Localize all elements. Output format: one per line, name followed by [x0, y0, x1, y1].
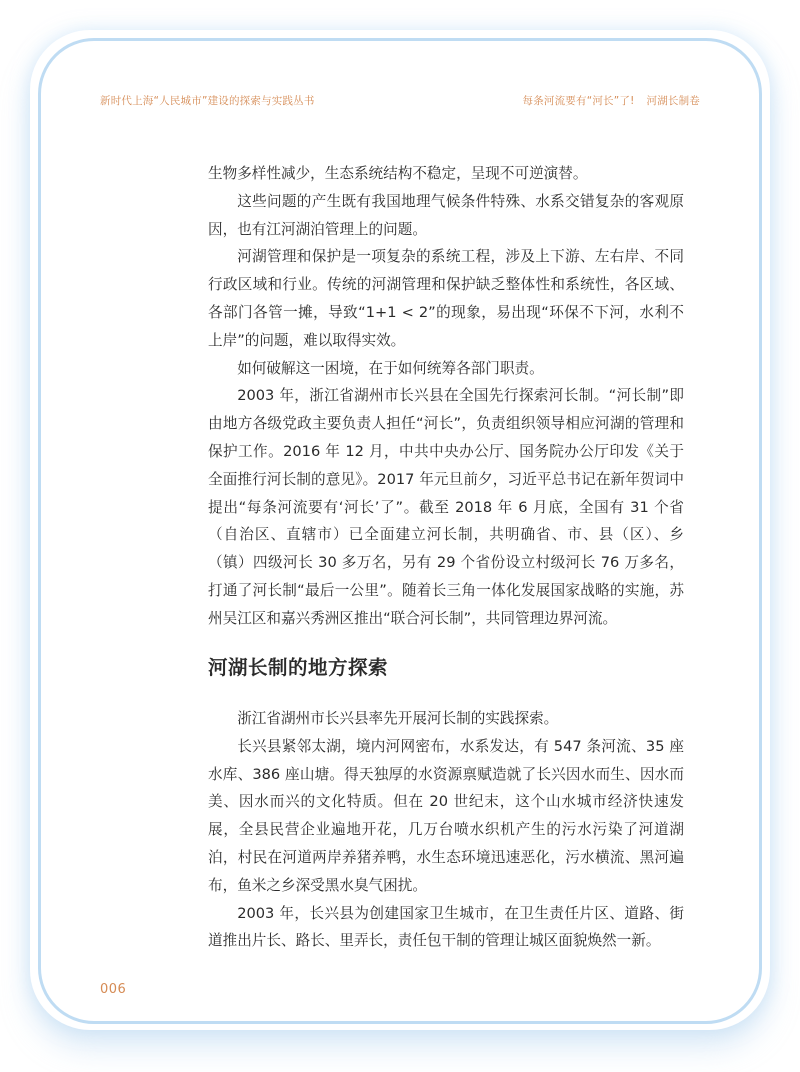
page-number: 006 [100, 982, 127, 997]
paragraph: 这些问题的产生既有我国地理气候条件特殊、水系交错复杂的客观原因，也有江河湖泊管理上的问题。 [208, 192, 684, 238]
paragraph: 生物多样性减少，生态系统结构不稳定，呈现不可逆演替。 [208, 165, 588, 182]
header-book-title: 每条河流要有“河长”了! [522, 95, 635, 107]
paragraph: 浙江省湖州市长兴县率先开展河长制的实践探索。 [237, 710, 559, 727]
paragraph: 2003 年，长兴县为创建国家卫生城市，在卫生责任片区、道路、街道推出片长、路长、里弄长，责任包干制的管理让城区面貌焕然一新。 [208, 904, 684, 950]
paragraph: 河湖管理和保护是一项复杂的系统工程，涉及上下游、左右岸、不同行政区域和行业。传统的河湖管理和保护缺乏整体性和系统性，各区域、各部门各管一摊，导致“1+1 < 2”的现象，易出现“环保不下河，水利不上岸”的问题，难以取得实效。 [208, 248, 684, 349]
section-heading: 河湖长制的地方探索 [208, 656, 389, 679]
book-title-header [523, 93, 701, 108]
paragraph: 如何破解这一困境，在于如何统筹各部门职责。 [237, 359, 544, 377]
paragraph: 2003 年，浙江省湖州市长兴县在全国先行探索河长制。“河长制”即由地方各级党政主要负责人担任“河长”，负责组织领导相应河湖的管理和保护工作。2016 年 12 月，中共中央办公厅、国务院办公厅印发《关于全面推行河长制的意见》。2017 年元旦前夕，习近平总书记在新年贺词中提出“每条河流要有‘河长’了”。截至 2018 年 6 月底，全国有 31 个省（自治区、直辖市）已全面建立河长制，共明确省、市、县（区）、乡（镇）四级河长 30 多万名，另有 29 个省份设立村级河长 76 万多名，打通了河长制“最后一公里”。随着长三角一体化发展国家战略的实施，苏州吴江区和嘉兴秀洲区推出“联合河长制”，共同管理边界河流。 [208, 387, 684, 627]
header-volume-title: 河湖长制卷 [646, 95, 700, 107]
series-title-header: 新时代上海“人民城市”建设的探索与实践丛书 [100, 95, 315, 107]
paragraph: 长兴县紧邻太湖，境内河网密布，水系发达，有 547 条河流、35 座水库、386 座山塘。得天独厚的水资源禀赋造就了长兴因水而生、因水而美、因水而兴的文化特质。但在 20 世纪末，这个山水城市经济快速发展，全县民营企业遍地开花，几万台喷水织机产生的污水污染了河道湖泊，村民在河道两岸养猪养鸭，水生态环境迅速恶化，污水横流、黑河遍布，鱼米之乡深受黑水臭气困扰。 [208, 737, 684, 894]
body-text-top [208, 160, 684, 633]
body-text-bottom [208, 705, 684, 955]
